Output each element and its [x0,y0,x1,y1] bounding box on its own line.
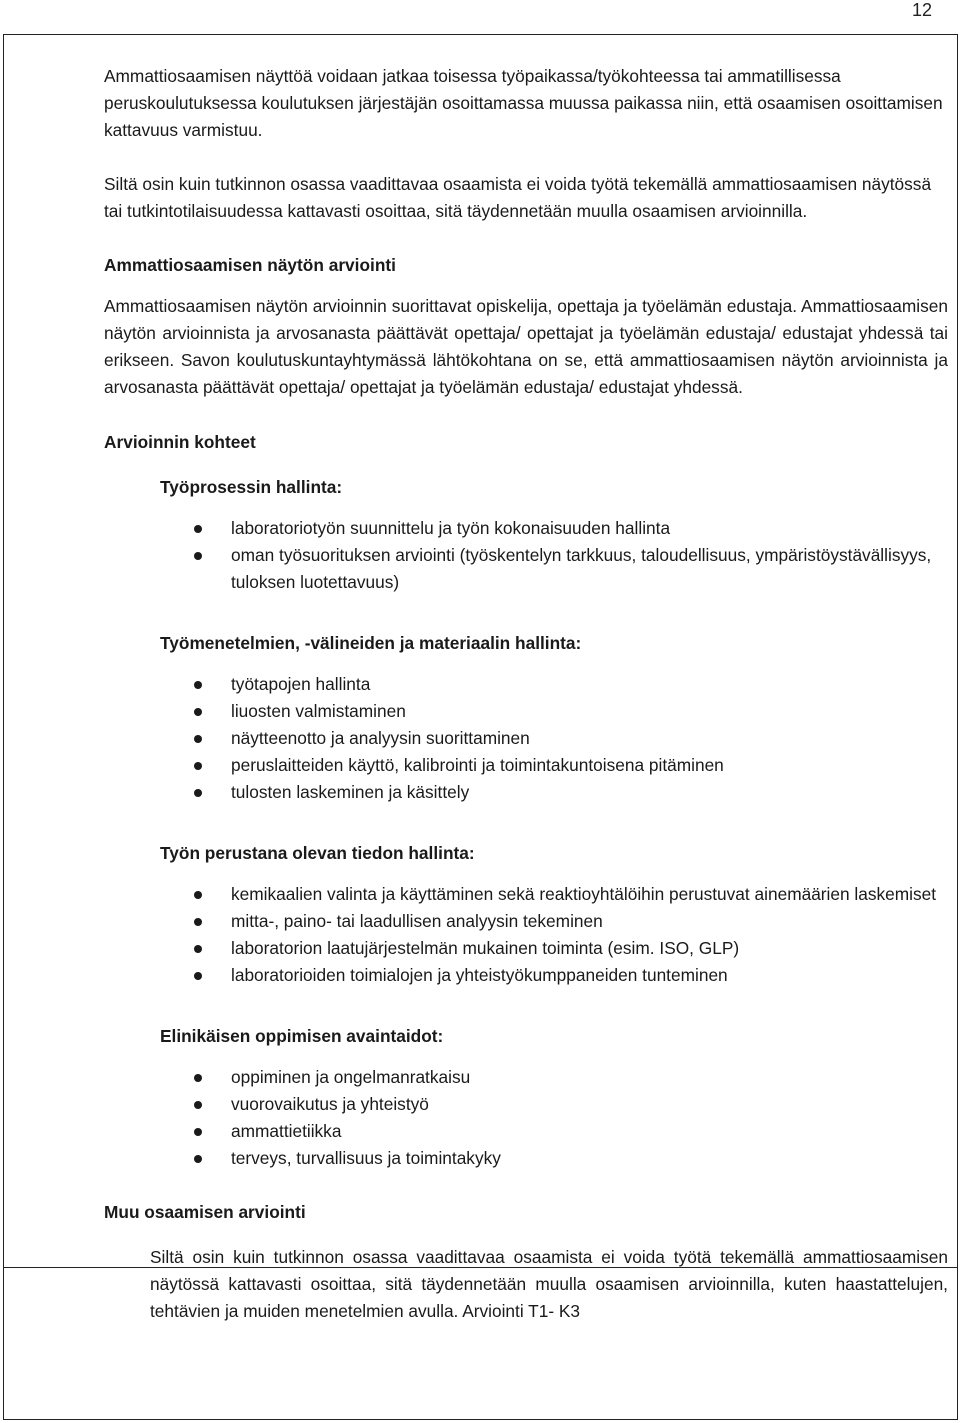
list-item: näytteenotto ja analyysin suorittaminen [231,725,948,752]
document-content [104,63,948,1325]
list-item: peruslaitteiden käyttö, kalibrointi ja toimintakuntoisena pitäminen [231,752,948,779]
intro-paragraph-2: Siltä osin kuin tutkinnon osassa vaadittavaa osaamista ei voida työtä tekemällä ammattiosaamisen näytössä tai tutkintotilaisuudessa kattavasti osoittaa, sitä täydennetään muulla osaamisen arvioinnilla. [104,174,932,221]
list-item: laboratoriotyön suunnittelu ja työn kokonaisuuden hallinta [231,515,948,542]
list-knowledge [104,881,948,989]
targets-heading: Arvioinnin kohteet [104,432,256,452]
list-work-process [104,515,948,596]
list-item: vuorovaikutus ja yhteistyö [231,1091,948,1118]
list-item: mitta-, paino- tai laadullisen analyysin tekeminen [231,908,948,935]
list-item: laboratorion laatujärjestelmän mukainen toiminta (esim. ISO, GLP) [231,935,948,962]
assessment-paragraph: Ammattiosaamisen näytön arvioinnin suorittavat opiskelija, opettaja ja työelämän edustaja. Ammattiosaamisen näytön arvioinnista ja arvosanasta päättävät opettaja/ opettajat ja työelämän edustaja/ edustajat yhdessä tai erikseen. Savon koulutuskuntayhtymässä lähtökohtana on se, että ammattiosaamisen näytön arvioinnista ja arvosanasta päättävät opettaja/ opettajat ja työelämän edustaja/ edustajat yhdessä. [104,296,948,397]
other-assessment-paragraph: Siltä osin kuin tutkinnon osassa vaadittavaa osaamista ei voida työtä tekemällä ammattiosaamisen näytössä kattavasti osoittaa, sitä täydennetään muulla osaamisen arvioinnilla, kuten haastattelujen, tehtävien ja muiden menetelmien avulla. Arviointi T1- K3 [150,1247,948,1321]
list-item: liuosten valmistaminen [231,698,948,725]
other-assessment-heading: Muu osaamisen arviointi [104,1202,306,1222]
list-methods [104,671,948,806]
list-item: kemikaalien valinta ja käyttäminen sekä reaktioyhtälöihin perustuvat ainemäärien laskemiset [231,881,948,908]
list-item: oman työsuorituksen arviointi (työskentelyn tarkkuus, taloudellisuus, ympäristöystävällisyys, tuloksen luotettavuus) [231,542,948,596]
list-lifelong-learning [104,1064,948,1172]
assessment-heading: Ammattiosaamisen näytön arviointi [104,255,396,275]
group-title-knowledge: Työn perustana olevan tiedon hallinta: [160,843,475,863]
list-item: laboratorioiden toimialojen ja yhteistyökumppaneiden tunteminen [231,962,948,989]
list-item: tulosten laskeminen ja käsittely [231,779,948,806]
list-item: oppiminen ja ongelmanratkaisu [231,1064,948,1091]
list-item: ammattietiikka [231,1118,948,1145]
intro-paragraph-1: Ammattiosaamisen näyttöä voidaan jatkaa toisessa työpaikassa/työkohteessa tai ammatillisessa peruskoulutuksessa koulutuksen järjestäjän osoittamassa muussa paikassa niin, että osaamisen osoittamisen kattavuus varmistuu. [104,66,943,140]
group-title-work-process: Työprosessin hallinta: [160,477,343,497]
page-number: 12 [911,0,932,20]
group-title-methods: Työmenetelmien, -välineiden ja materiaalin hallinta: [160,633,582,653]
list-item: terveys, turvallisuus ja toimintakyky [231,1145,948,1172]
list-item: työtapojen hallinta [231,671,948,698]
group-title-lifelong-learning: Elinikäisen oppimisen avaintaidot: [160,1026,444,1046]
